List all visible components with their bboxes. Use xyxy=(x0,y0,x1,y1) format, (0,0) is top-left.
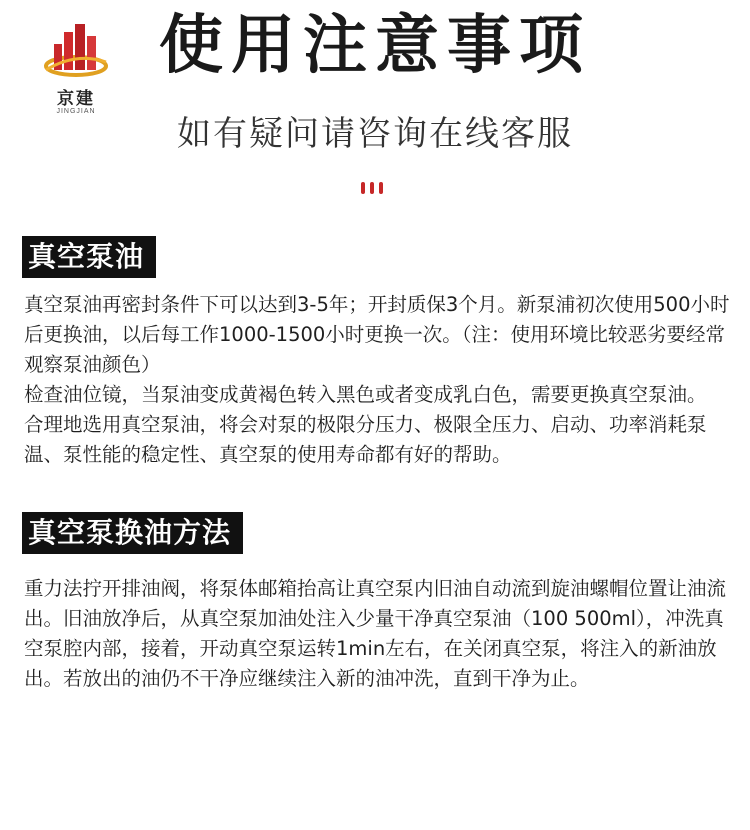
section-heading-oil-change: 真空泵换油方法 xyxy=(22,512,243,554)
page-subtitle: 如有疑问请咨询在线客服 xyxy=(177,114,573,154)
paragraph: 重力法拧开排油阀，将泵体邮箱抬高让真空泵内旧油自动流到旋油螺帽位置让油流出。旧油放净后，从真空泵加油处注入少量干净真空泵油（100 500ml），冲洗真空泵腔内部，接着，开动真空泵运转1min左右，在关闭真空泵，将注入的新油放出。若放出的油仍不干净应继续注入新的油冲洗，直到干净为止。 xyxy=(24,577,727,690)
section-body-vacuum-oil xyxy=(24,290,730,470)
decorative-marks xyxy=(361,182,383,194)
section-heading-vacuum-oil: 真空泵油 xyxy=(22,236,156,278)
logo-name: 京建 xyxy=(57,89,95,109)
logo-subtitle: JINGJIAN xyxy=(56,108,96,115)
paragraph: 检查油位镜，当泵油变成黄褐色转入黑色或者变成乳白色，需要更换真空泵油。 xyxy=(24,383,707,406)
paragraph: 合理地选用真空泵油，将会对泵的极限分压力、极限全压力、启动、功率消耗泵温、泵性能的稳定性、真空泵的使用寿命都有好的帮助。 xyxy=(24,413,707,466)
paragraph: 真空泵油再密封条件下可以达到3-5年；开封质保3个月。新泵浦初次使用500小时后更换油，以后每工作1000-1500小时更换一次。（注：使用环境比较恶劣要经常观察泵油颜色） xyxy=(24,293,730,376)
page-title: 使用注意事项 xyxy=(159,9,591,83)
section-body-oil-change xyxy=(24,574,730,694)
